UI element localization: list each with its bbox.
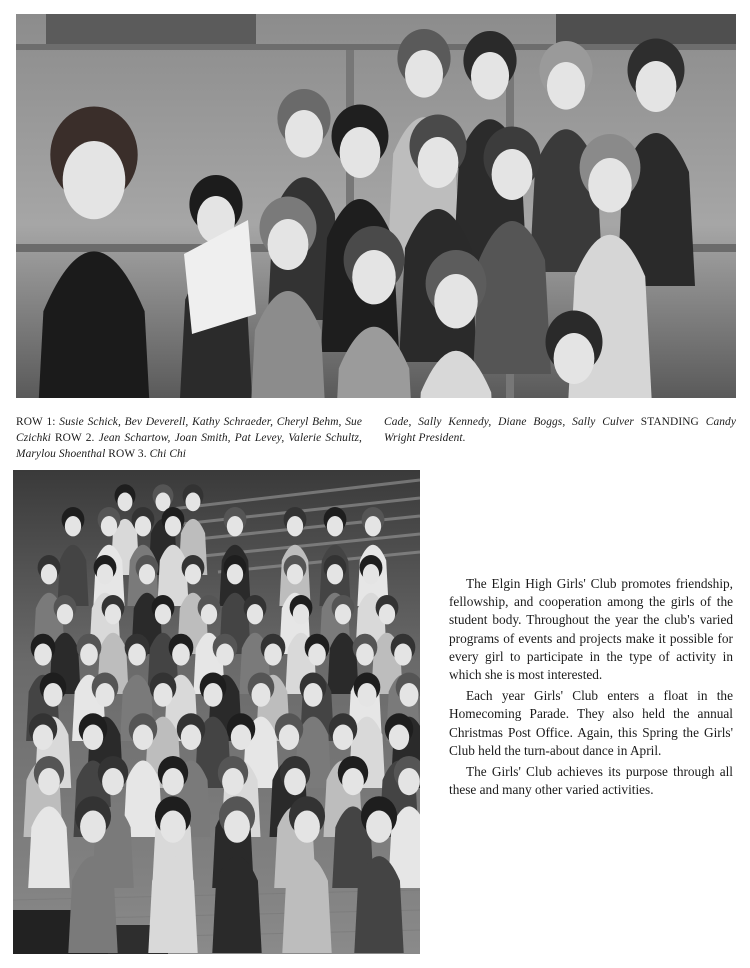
- officers-group-photo: [16, 14, 736, 398]
- caption-run: ROW 2.: [50, 432, 99, 444]
- description-paragraph-2: Each year Girls' Club enters a float in the Homecoming Parade. They also held the annual Christmas Post Office. Again, this Spring the Girls' Club held the turn-about dance in April.: [449, 688, 733, 758]
- description-paragraph-1: The Elgin High Girls' Club promotes friendship, fellowship, and cooperation among the girls of the student body. Throughout the year the club's varied programs of events and projects make it possible for every girl to participate in the type of activity in which she is most interested.: [449, 576, 733, 683]
- caption-run: ROW 3.: [105, 448, 150, 460]
- person-figure: [321, 105, 399, 353]
- club-description: [449, 575, 733, 802]
- photo-caption-right: [384, 414, 736, 446]
- caption-run: Susie Schick, Bev Deverell, Kathy Schraeder, Cheryl Behm, Sue Czichki: [16, 416, 362, 444]
- caption-run: Chi Chi: [149, 448, 187, 460]
- members-photo-graphic: [13, 470, 420, 954]
- person-figure: [282, 796, 331, 953]
- description-paragraph-3: The Girls' Club achieves its purpose through all these and many other varied activities.: [449, 764, 733, 798]
- photo-caption-left: [16, 414, 362, 462]
- person-figure: [57, 507, 88, 606]
- person-figure: [68, 796, 117, 953]
- caption-run: Jean Schartow, Joan Smith, Pat Levey, Valerie Schultz, Marylou Shoenthal: [16, 432, 362, 460]
- person-figure: [28, 756, 70, 888]
- person-figure: [148, 796, 197, 953]
- members-group-photo: [13, 470, 420, 954]
- officers-photo-graphic: [16, 14, 736, 398]
- person-figure: [157, 507, 188, 606]
- caption-run: ROW 1:: [16, 416, 60, 428]
- person-figure: [473, 127, 551, 375]
- caption-run: Cade, Sally Kennedy, Diane Boggs, Sally Culver: [384, 416, 634, 428]
- person-figure: [212, 796, 261, 953]
- person-figure: [354, 796, 403, 953]
- caption-run: Candy Wright President.: [384, 416, 736, 444]
- caption-run: STANDING: [633, 416, 706, 428]
